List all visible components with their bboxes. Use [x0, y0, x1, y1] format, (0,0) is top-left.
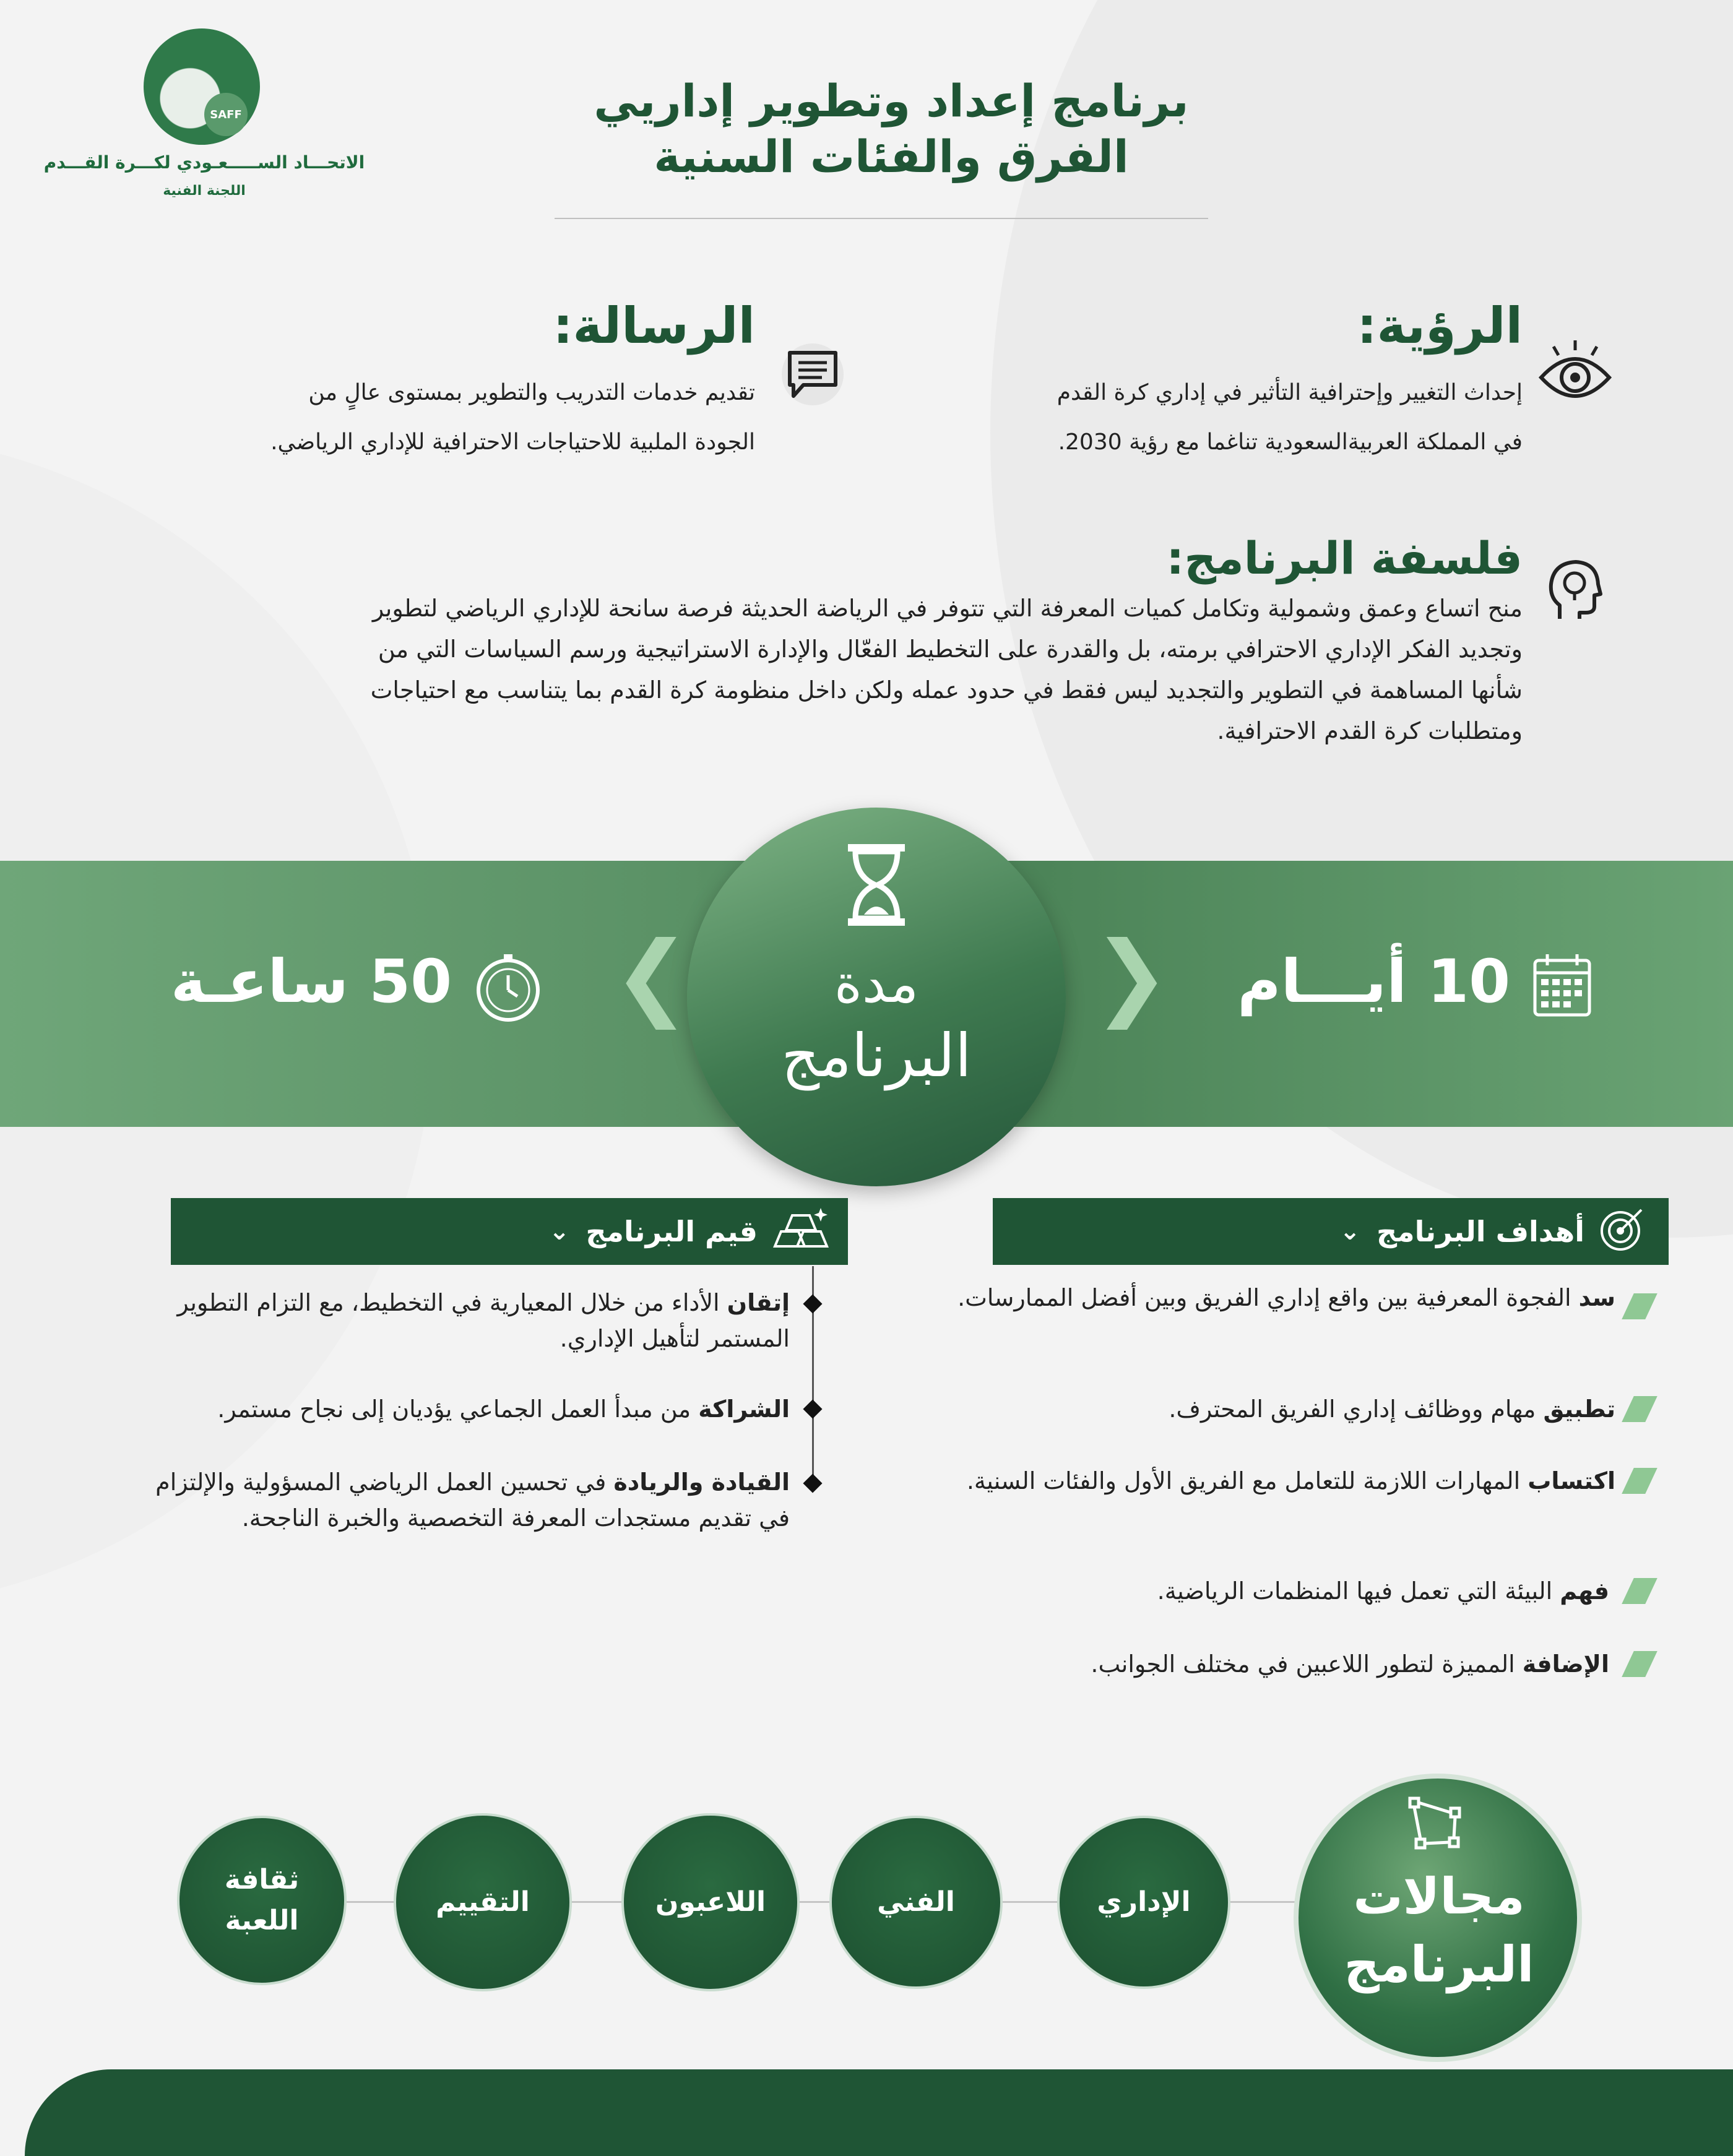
saff-badge: SAFF [204, 93, 248, 136]
chat-bubble-icon [779, 340, 847, 408]
committee-name: اللجنة الفنية [163, 183, 246, 199]
vision-line-1: إحداث التغيير وإحترافية التأثير في إداري كرة القدم [1057, 380, 1523, 405]
goal-item: اكتساب المهارات اللازمة للتعامل مع الفريق الأول والفئات السنية. [966, 1467, 1615, 1494]
domain-technical[interactable]: الفني [829, 1816, 1003, 1989]
eye-icon [1535, 334, 1615, 415]
chevron-down-icon: ⌄ [1339, 1217, 1360, 1246]
federation-name: الاتحـــاد الســـــعـودي لكـــرة القـــدم [43, 152, 365, 173]
value-item: إتقان الأداء من خلال المعيارية في التخطيط، مع التزام التطوير المستمر لتأهيل الإداري. [177, 1289, 790, 1352]
domains-heading [1300, 1863, 1578, 1999]
bullet-icon [1622, 1651, 1657, 1677]
goal-item: تطبيق مهام ووظائف إداري الفريق المحترف. [1169, 1395, 1615, 1423]
bullet-icon [1622, 1578, 1657, 1604]
goals-heading: أهداف البرنامج [1376, 1215, 1584, 1248]
vision-heading: الرؤية: [1357, 297, 1523, 355]
duration-label-1: مدة [834, 953, 919, 1015]
value-item: الشراكة من مبدأ العمل الجماعي يؤديان إلى نجاح مستمر. [217, 1395, 790, 1423]
philosophy-line-1: منح اتساع وعمق وشمولية وتكامل كميات المعرفة التي تتوفر في الرياضة الحديثة فرصة سانحة للإداري الرياضي لتطوير [372, 595, 1523, 622]
chevron-left-icon: ❮ [613, 922, 691, 1030]
calendar-icon [1532, 953, 1592, 1017]
domains-heading-line-2: البرنامج [1344, 1936, 1534, 1993]
philosophy-text [62, 588, 1523, 751]
chevron-right-icon: ❯ [1092, 922, 1170, 1030]
title-divider [555, 218, 1208, 219]
title-line-1: برنامج إعداد وتطوير إداريي [594, 75, 1189, 127]
page-title [526, 73, 1256, 184]
mission-line-1: تقديم خدمات التدريب والتطوير بمستوى عالٍ من [308, 380, 755, 405]
goals-header[interactable] [993, 1198, 1669, 1265]
goals-list [897, 1280, 1615, 1355]
domain-players[interactable]: اللاعبون [621, 1813, 800, 1991]
mission-line-2: الجودة الملبية للاحتياجات الاحترافية للإداري الرياضي. [270, 429, 755, 455]
philosophy-line-4: ومتطلبات كرة القدم الاحترافية. [1217, 717, 1523, 744]
target-icon [1599, 1205, 1646, 1259]
values-header[interactable] [171, 1198, 848, 1265]
vision-line-2: في المملكة العربيةالسعودية تناغما مع رؤية 2030. [1058, 429, 1523, 455]
goal-item: الإضافة المميزة لتطور اللاعبين في مختلف الجوانب. [1091, 1650, 1609, 1678]
title-line-2: الفرق والفئات السنية [654, 131, 1129, 183]
chevron-down-icon: ⌄ [548, 1217, 570, 1246]
value-item: القيادة والريادة في تحسين العمل الرياضي المسؤولية والإلتزام في تقديم مستجدات المعرفة التخصصية والخبرة الناجحة. [155, 1468, 790, 1532]
head-idea-icon [1547, 557, 1603, 625]
duration-hours: 50 ساعـة [170, 947, 452, 1016]
domain-game-culture[interactable]: ثقافة اللعبة [177, 1816, 347, 1985]
philosophy-heading: فلسفة البرنامج: [1166, 532, 1523, 584]
diamond-bullet-icon [803, 1473, 822, 1493]
domain-admin[interactable]: الإداري [1057, 1816, 1230, 1989]
domains-heading-line-1: مجالات [1353, 1868, 1525, 1925]
goal-item: سد الفجوة المعرفية بين واقع إداري الفريق وبين أفضل الممارسات. [957, 1284, 1615, 1311]
hourglass-icon [845, 842, 907, 928]
footer-band [25, 2069, 1733, 2156]
stopwatch-icon [473, 953, 543, 1024]
duration-days: 10 أيـــام [1237, 947, 1510, 1016]
bullet-icon [1622, 1396, 1657, 1422]
goal-item: فهم البيئة التي تعمل فيها المنظمات الرياضية. [1157, 1577, 1609, 1605]
network-nodes-icon [1406, 1795, 1466, 1854]
domain-evaluation[interactable]: التقييم [394, 1813, 572, 1991]
diamond-bullet-icon [803, 1399, 822, 1418]
mission-text [62, 368, 755, 467]
philosophy-line-2: وتجديد الفكر الإداري الاحترافي برمته، بل والقدرة على التخطيط الفعّال والإدارة الاستراتيجية ورسم السياسات التي من [378, 636, 1523, 663]
gold-bars-icon [772, 1207, 829, 1257]
vision-text [842, 368, 1523, 467]
duration-label-2: البرنامج [781, 1021, 972, 1090]
diamond-bullet-icon [803, 1294, 822, 1313]
mission-heading: الرسالة: [553, 297, 755, 355]
bullet-icon [1622, 1293, 1657, 1319]
philosophy-line-3: شأنها المساهمة في التطوير والتجديد ليس فقط في حدود عمله ولكن داخل منظومة كرة القدم بما يتناسب مع احتياجات [370, 676, 1523, 704]
values-heading: قيم البرنامج [586, 1215, 758, 1248]
bullet-icon [1622, 1468, 1657, 1494]
